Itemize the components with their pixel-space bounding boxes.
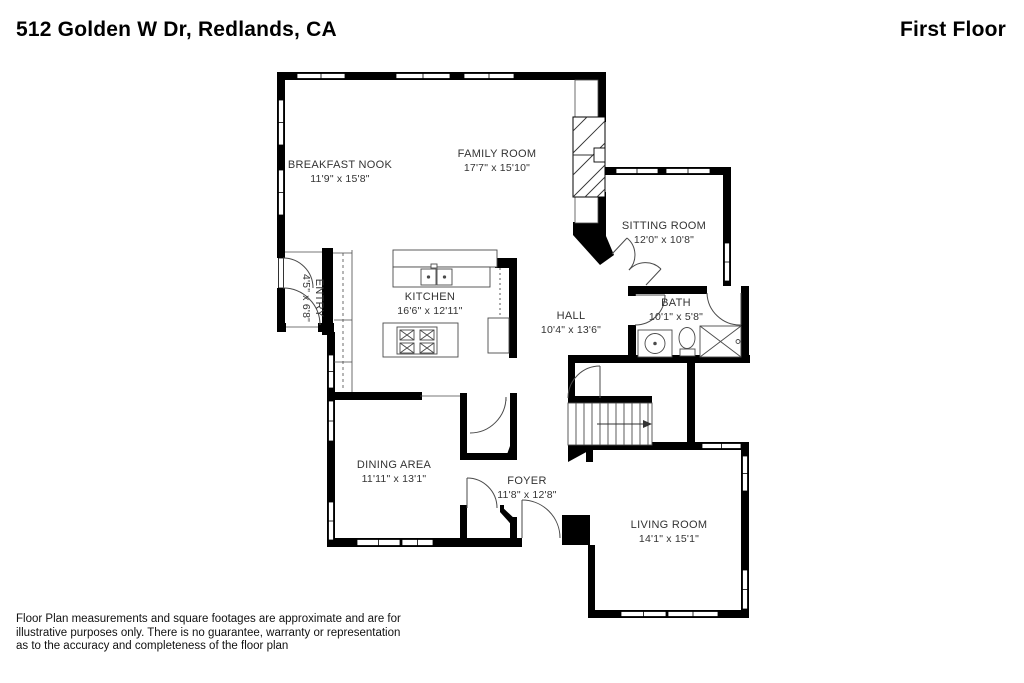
svg-text:4'5" x 6'8": 4'5" x 6'8" [300, 273, 312, 323]
floor-title: First Floor [899, 18, 1006, 41]
room-label-sitting-room [622, 220, 706, 246]
svg-text:ENTRY: ENTRY [313, 278, 325, 318]
svg-text:FAMILY ROOM: FAMILY ROOM [457, 148, 537, 160]
room-label-foyer [497, 475, 556, 501]
svg-text:LIVING ROOM: LIVING ROOM [630, 519, 708, 531]
room-label-kitchen [397, 291, 463, 317]
svg-text:BREAKFAST NOOK: BREAKFAST NOOK [287, 159, 393, 171]
toilet-icon [679, 328, 695, 357]
room-label-living-room [631, 519, 708, 545]
stairs [568, 403, 652, 445]
room-label-breakfast-nook [288, 159, 393, 185]
svg-text:11'9" x 15'8": 11'9" x 15'8" [310, 173, 370, 185]
svg-text:11'8" x 12'8": 11'8" x 12'8" [497, 489, 557, 501]
room-label-dining-area [357, 459, 432, 485]
shower-icon [700, 326, 741, 357]
svg-text:KITCHEN: KITCHEN [404, 291, 456, 303]
svg-text:HALL: HALL [556, 310, 586, 322]
bath-vanity-sink-icon [638, 330, 672, 357]
svg-text:DINING AREA: DINING AREA [356, 459, 432, 471]
svg-text:16'6" x 12'11": 16'6" x 12'11" [397, 305, 463, 317]
refrigerator-icon [488, 318, 509, 353]
svg-text:10'1" x 5'8": 10'1" x 5'8" [648, 311, 704, 323]
room-label-family-room [458, 148, 537, 174]
disclaimer-line-3: as to the accuracy and completeness of the floor plan [16, 640, 289, 652]
svg-text:12'0" x 10'8": 12'0" x 10'8" [633, 234, 695, 246]
svg-text:11'11" x 13'1": 11'11" x 13'1" [361, 473, 427, 485]
bath-fixtures [638, 326, 741, 357]
address-title: 512 Golden W Dr, Redlands, CA [16, 18, 337, 41]
kitchen-peninsula-counter [393, 250, 497, 267]
svg-text:FOYER: FOYER [507, 475, 547, 487]
disclaimer-line-2: illustrative purposes only. There is no guarantee, warranty or representation [16, 626, 401, 639]
svg-text:10'4" x 13'6": 10'4" x 13'6" [540, 324, 602, 336]
kitchen-fixtures [383, 250, 509, 357]
room-label-hall [541, 310, 601, 336]
header [16, 18, 1006, 42]
disclaimer-line-1: Floor Plan measurements and square footages are approximate and are for [16, 613, 401, 625]
room-label-bath [649, 297, 703, 323]
stove-icon [397, 327, 437, 354]
disclaimer [16, 613, 401, 654]
svg-text:SITTING ROOM: SITTING ROOM [621, 220, 707, 232]
svg-text:17'7" x 15'10": 17'7" x 15'10" [463, 162, 531, 174]
svg-text:BATH: BATH [661, 297, 691, 309]
svg-text:14'1" x 15'1": 14'1" x 15'1" [638, 533, 700, 545]
room-label-entry [300, 274, 325, 322]
